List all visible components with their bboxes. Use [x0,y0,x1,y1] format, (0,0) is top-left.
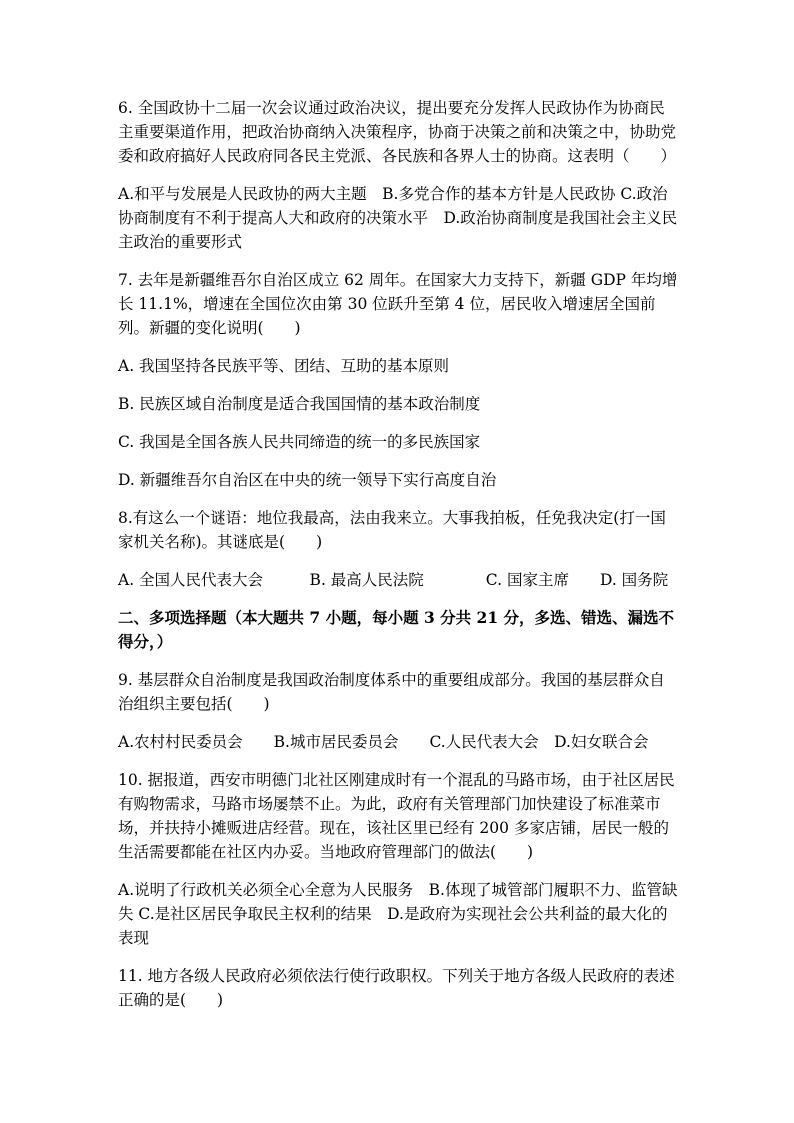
document-content [118,96,678,1012]
question-10-stem: 10. 据报道，西安市明德门北社区刚建成时有一个混乱的马路市场，由于社区居民有购物需求，马路市场屡禁不止。为此，政府有关管理部门加快建设了标准菜市场，并扶持小摊贩进店经营。现在，该社区里已经有 200 多家店铺，居民一般的生活需要都能在社区内办妥。当地政府管理部门的做法( ) [118,771,675,861]
question-6-stem: 6. 全国政协十二届一次会议通过政治决议，提出要充分发挥人民政协作为协商民主重要渠道作用，把政治协商纳入决策程序，协商于决策之前和决策之中，协助党委和政府搞好人民政府同各民主党派、各民族和各界人士的协商。这表明（ ） [118,99,677,165]
question-10-options: A.说明了行政机关必须全心全意为人民服务 B.体现了城管部门履职不力、监管缺失 C.是社区居民争取民主权利的结果 D.是政府为实现社会公共利益的最大化的表现 [118,881,678,947]
question-6-options: A.和平与发展是人民政协的两大主题 B.多党合作的基本方针是人民政协 C.政治协商制度有不利于提高人大和政府的决策水平 D.政治协商制度是我国社会主义民主政治的重要形式 [118,185,678,251]
question-11-stem: 11. 地方各级人民政府必须依法行使行政职权。下列关于地方各级人民政府的表述正确的是( ) [118,967,675,1009]
question-8-stem: 8.有这么一个谜语：地位我最高，法由我来立。大事我拍板，任免我决定(打一国家机关名称)。其谜底是( ) [118,509,666,551]
question-7-option-d: D. 新疆维吾尔自治区在中央的统一领导下实行高度自治 [118,471,497,489]
question-7-option-c: C. 我国是全国各族人民共同缔造的统一的多民族国家 [118,433,481,451]
section-heading-multiple-choice: 二、多项选择题（本大题共 7 小题，每小题 3 分共 21 分，多选、错选、漏选不得分，） [118,608,675,651]
question-8-options: A. 全国人民代表大会 B. 最高人民法院 C. 国家主席 D. 国务院 [118,571,669,589]
question-7-option-a: A. 我国坚持各民族平等、团结、互助的基本原则 [118,357,450,375]
question-7-stem: 7. 去年是新疆维吾尔自治区成立 62 周年。在国家大力支持下，新疆 GDP 年均增长 11.1%，增速在全国位次由第 30 位跃升至第 4 位，居民收入增速居全国前列。新疆的变化说明( ) [118,271,678,337]
question-7-option-b: B. 民族区域自治制度是适合我国国情的基本政治制度 [118,395,481,413]
question-9-stem: 9. 基层群众自治制度是我国政治制度体系中的重要组成部分。我国的基层群众自治组织主要包括( ) [118,671,665,713]
question-9-options: A.农村村民委员会 B.城市居民委员会 C.人民代表大会 D.妇女联合会 [118,733,649,751]
